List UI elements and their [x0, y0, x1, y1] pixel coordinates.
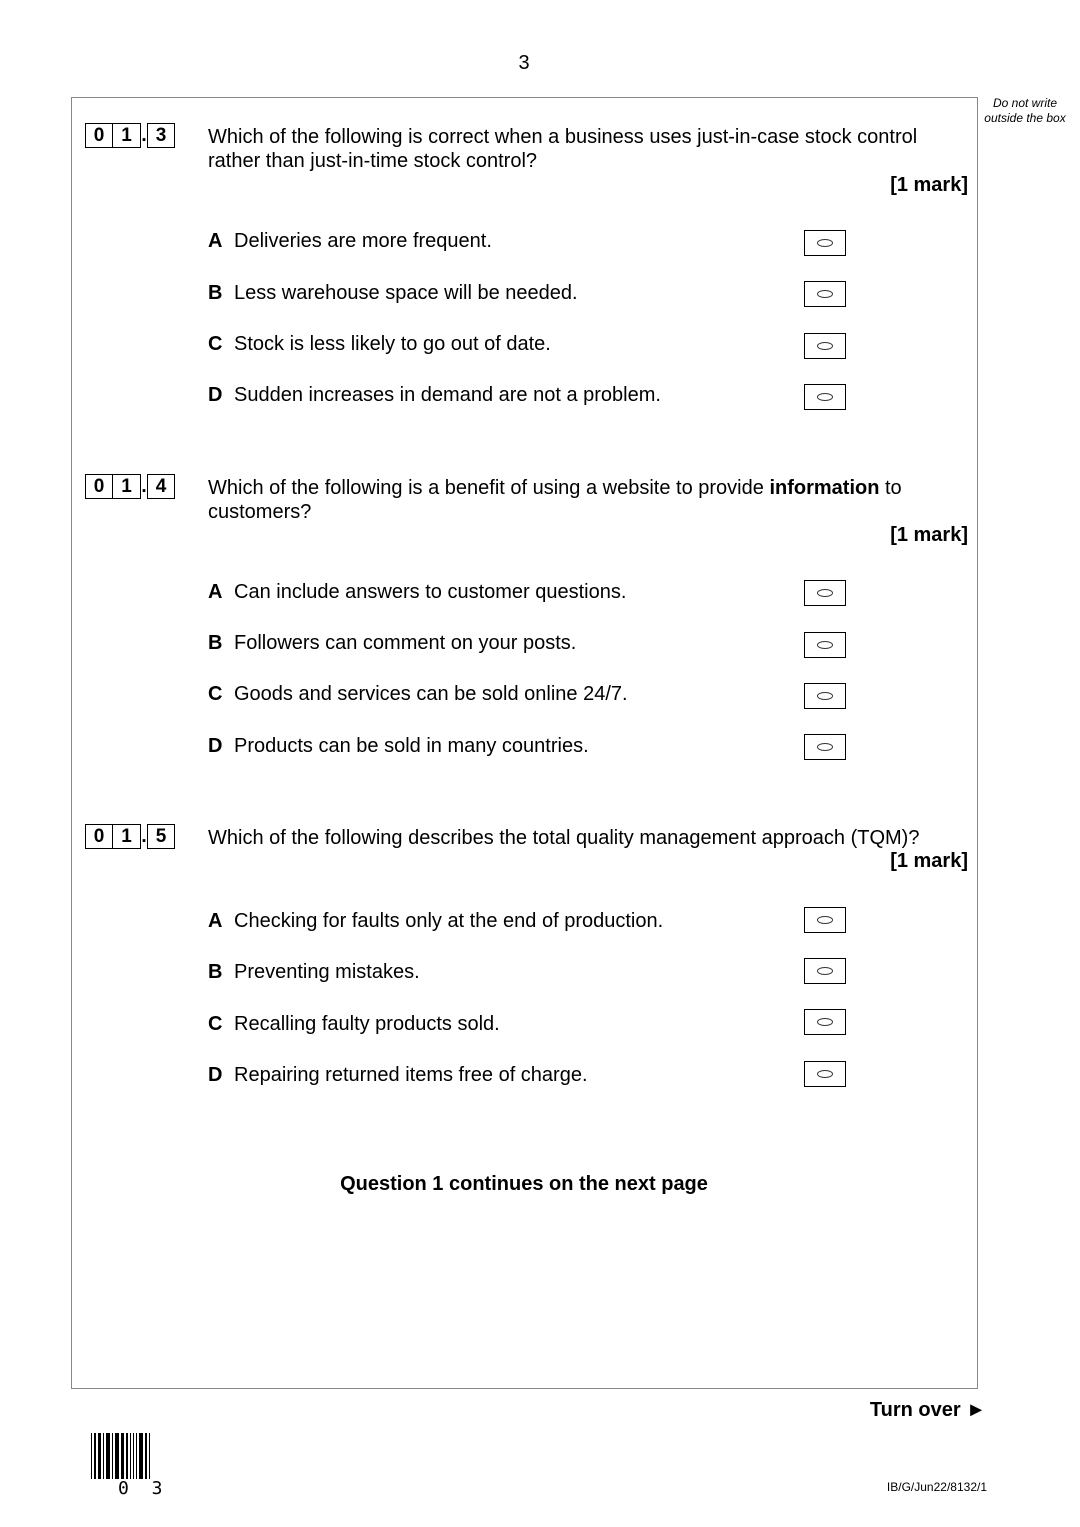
answer-radio-B[interactable] — [804, 632, 846, 658]
oval-icon — [817, 290, 833, 298]
option-text: Goods and services can be sold online 24/7. — [234, 683, 628, 705]
question-text-emphasis: information — [769, 477, 880, 499]
option-text: Products can be sold in many countries. — [234, 735, 589, 757]
option-text: Deliveries are more frequent. — [234, 230, 492, 252]
page-number: 3 — [518, 52, 530, 74]
qnum-dot: . — [141, 125, 147, 146]
qnum-digit: 0 — [85, 824, 113, 849]
oval-icon — [817, 692, 833, 700]
option-letter: D — [208, 384, 223, 406]
option-row — [208, 230, 492, 253]
marks-label: [1 mark] — [890, 174, 968, 196]
qnum-digit: 1 — [113, 474, 141, 499]
option-text: Sudden increases in demand are not a problem. — [234, 384, 661, 406]
answer-radio-D[interactable] — [804, 1061, 846, 1087]
option-text: Checking for faults only at the end of production. — [234, 910, 664, 932]
marks-label: [1 mark] — [890, 850, 968, 872]
question-number-01-4 — [85, 474, 175, 499]
qnum-digit: 5 — [147, 824, 175, 849]
qnum-digit: 4 — [147, 474, 175, 499]
option-letter: C — [208, 1013, 223, 1035]
answer-radio-C[interactable] — [804, 1009, 846, 1035]
option-letter: D — [208, 1064, 223, 1086]
answer-radio-C[interactable] — [804, 683, 846, 709]
marks-label: [1 mark] — [890, 524, 968, 546]
qnum-digit: 1 — [113, 123, 141, 148]
qnum-digit: 0 — [85, 474, 113, 499]
qnum-digit: 3 — [147, 123, 175, 148]
oval-icon — [817, 967, 833, 975]
barcode-icon — [91, 1433, 152, 1479]
option-row — [208, 632, 576, 655]
option-row — [208, 683, 628, 706]
option-row — [208, 1064, 588, 1087]
continues-note: Question 1 continues on the next page — [340, 1173, 708, 1195]
question-text: Which of the following is correct when a business uses just-in-case stock control rather than just-in-time stock control? — [208, 126, 918, 172]
option-letter: B — [208, 632, 223, 654]
qnum-dot: . — [141, 476, 147, 497]
option-letter: C — [208, 683, 223, 705]
option-row — [208, 282, 578, 305]
qnum-digit: 1 — [113, 824, 141, 849]
turn-over-label: Turn over ► — [869, 1399, 986, 1421]
oval-icon — [817, 1018, 833, 1026]
answer-radio-A[interactable] — [804, 907, 846, 933]
oval-icon — [817, 1070, 833, 1078]
oval-icon — [817, 342, 833, 350]
answer-radio-D[interactable] — [804, 384, 846, 410]
paper-code: IB/G/Jun22/8132/1 — [886, 1480, 987, 1494]
option-row — [208, 961, 420, 984]
oval-icon — [817, 239, 833, 247]
option-letter: D — [208, 735, 223, 757]
oval-icon — [817, 916, 833, 924]
option-letter: B — [208, 282, 223, 304]
margin-note: Do not write outside the box — [984, 96, 1066, 125]
answer-radio-B[interactable] — [804, 958, 846, 984]
answer-radio-D[interactable] — [804, 734, 846, 760]
question-text: Which of the following describes the total quality management approach (TQM)? — [208, 827, 920, 849]
question-text-part: Which of the following is a benefit of using a website to provide — [208, 477, 770, 499]
question-number-01-3 — [85, 123, 175, 148]
answer-radio-C[interactable] — [804, 333, 846, 359]
option-text: Followers can comment on your posts. — [234, 632, 577, 654]
option-text: Repairing returned items free of charge. — [234, 1064, 588, 1086]
option-text: Stock is less likely to go out of date. — [234, 333, 551, 355]
answer-radio-B[interactable] — [804, 281, 846, 307]
option-letter: A — [208, 230, 223, 252]
option-row — [208, 333, 551, 356]
option-row — [208, 910, 663, 933]
answer-radio-A[interactable] — [804, 230, 846, 256]
oval-icon — [817, 589, 833, 597]
barcode-label: 0 3 — [118, 1478, 169, 1499]
qnum-dot: . — [141, 826, 147, 847]
option-letter: B — [208, 961, 223, 983]
oval-icon — [817, 641, 833, 649]
option-row — [208, 1013, 500, 1036]
option-row — [208, 581, 626, 604]
answer-radio-A[interactable] — [804, 580, 846, 606]
option-text: Recalling faulty products sold. — [234, 1013, 500, 1035]
oval-icon — [817, 743, 833, 751]
option-letter: A — [208, 910, 223, 932]
oval-icon — [817, 393, 833, 401]
question-text-part: to customers? — [208, 477, 902, 523]
option-letter: A — [208, 581, 223, 603]
qnum-digit: 0 — [85, 123, 113, 148]
option-text: Can include answers to customer questions. — [234, 581, 627, 603]
option-text: Less warehouse space will be needed. — [234, 282, 578, 304]
option-row — [208, 384, 661, 407]
question-number-01-5 — [85, 824, 175, 849]
question-text — [208, 476, 938, 524]
option-row — [208, 735, 589, 758]
option-text: Preventing mistakes. — [234, 961, 420, 983]
option-letter: C — [208, 333, 223, 355]
